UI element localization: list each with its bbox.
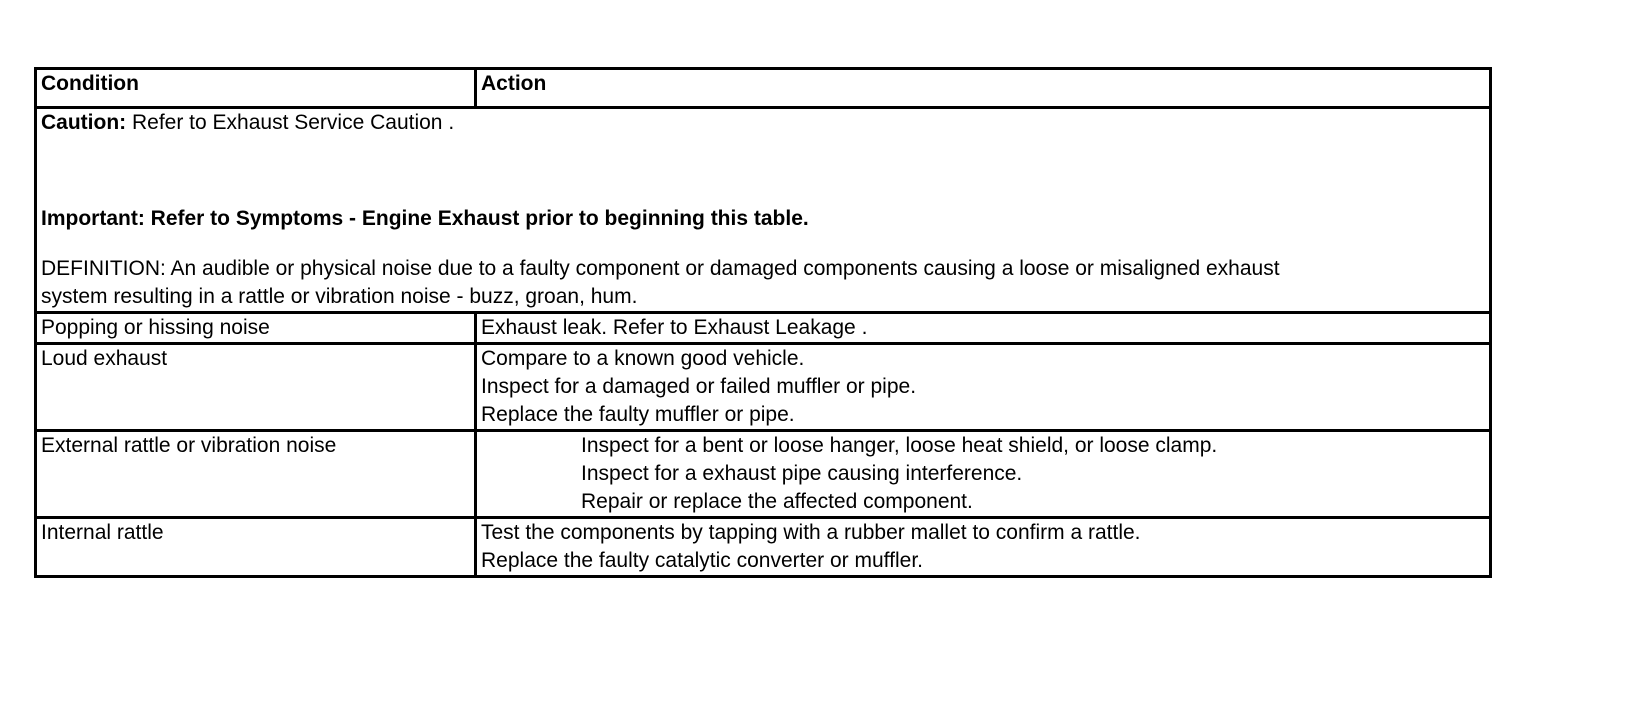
action-line: Exhaust leak. Refer to Exhaust Leakage . bbox=[481, 316, 868, 339]
action-line: Test the components by tapping with a rubber mallet to confirm a rattle. bbox=[481, 521, 1141, 544]
caution-text: Refer to Exhaust Service Caution . bbox=[126, 111, 455, 134]
diagnostic-table bbox=[34, 67, 1492, 578]
action-line: Replace the faulty catalytic converter or muffler. bbox=[481, 549, 923, 572]
important-note: Important: Refer to Symptoms - Engine Exhaust prior to beginning this table. bbox=[41, 207, 809, 230]
action-cell bbox=[476, 518, 1491, 577]
action-cell bbox=[476, 313, 1491, 344]
action-line: Inspect for a damaged or failed muffler or pipe. bbox=[481, 375, 917, 398]
notes-cell bbox=[36, 108, 1491, 313]
table-row bbox=[36, 518, 1491, 577]
definition-line-1: DEFINITION: An audible or physical noise due to a faulty component or damaged components causing a loose or misaligned exhaust bbox=[41, 257, 1280, 280]
header-row bbox=[36, 69, 1491, 108]
notes-row bbox=[36, 108, 1491, 313]
action-line: Compare to a known good vehicle. bbox=[481, 347, 805, 370]
condition-cell: External rattle or vibration noise bbox=[36, 431, 476, 518]
table-row bbox=[36, 431, 1491, 518]
table-row bbox=[36, 344, 1491, 431]
condition-column-header: Condition bbox=[36, 69, 476, 108]
action-line: Inspect for a exhaust pipe causing interference. bbox=[581, 462, 1023, 485]
caution-label: Caution: bbox=[41, 111, 127, 134]
action-column-header: Action bbox=[476, 69, 1491, 108]
condition-cell: Loud exhaust bbox=[36, 344, 476, 431]
table-row bbox=[36, 313, 1491, 344]
action-cell bbox=[476, 431, 1491, 518]
definition-line-2: system resulting in a rattle or vibration noise - buzz, groan, hum. bbox=[41, 285, 638, 308]
action-cell bbox=[476, 344, 1491, 431]
action-line: Repair or replace the affected component. bbox=[581, 490, 973, 513]
condition-cell: Internal rattle bbox=[36, 518, 476, 577]
action-line: Inspect for a bent or loose hanger, loose heat shield, or loose clamp. bbox=[581, 434, 1218, 457]
condition-cell: Popping or hissing noise bbox=[36, 313, 476, 344]
caution-note bbox=[41, 109, 1485, 137]
action-line: Replace the faulty muffler or pipe. bbox=[481, 403, 795, 426]
